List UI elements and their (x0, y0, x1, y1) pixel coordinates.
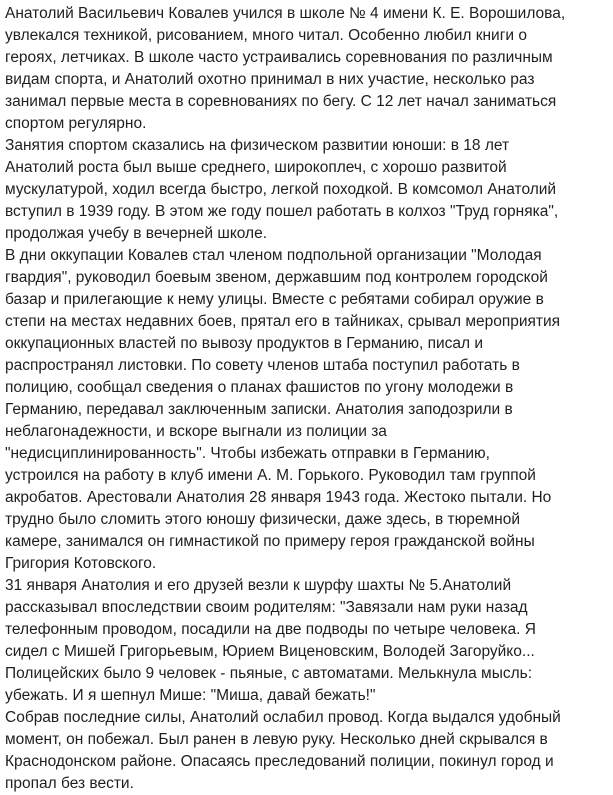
text-line: Полицейских было 9 человек - пьяные, с автоматами. Мелькнула мысль: (5, 665, 533, 682)
text-line: Германию, передавал заключенным записки. Анатолия заподозрили в (5, 401, 513, 418)
text-line: Краснодонском районе. Опасаясь преследований полиции, покинул город и (5, 753, 554, 770)
paragraph-occupation (5, 245, 605, 575)
text-line: телефонным проводом, посадили на две подводы по четыре человека. Я (5, 621, 536, 638)
paragraph-school (5, 3, 605, 135)
text-line: устроился на работу в клуб имени А. М. Горького. Руководил там группой (5, 467, 536, 484)
text-line: Собрав последние силы, Анатолий ослабил провод. Когда выдался удобный (5, 709, 561, 726)
text-line: спортом регулярно. (5, 115, 147, 132)
text-line: полицию, сообщал сведения о планах фашистов по угону молодежи в (5, 379, 514, 396)
text-line: камере, занимался он гимнастикой по примеру героя гражданской войны (5, 533, 535, 550)
paragraph-fate (5, 707, 605, 795)
text-line: неблагонадежности, и вскоре выгнали из полиции за (5, 423, 387, 440)
text-line: оккупационных властей по вывозу продуктов в Германию, писал и (5, 335, 484, 352)
text-line: гвардия", руководил боевым звеном, державшим под контролем городской (5, 269, 548, 286)
text-line: Григория Котовского. (5, 555, 157, 572)
text-line: степи на местах недавних боев, прятал его в тайниках, срывал мероприятия (5, 313, 561, 330)
text-line: базар и прилегающие к нему улицы. Вместе с ребятами собирал оружие в (5, 291, 544, 308)
text-line: акробатов. Арестовали Анатолия 28 января 1943 года. Жестоко пытали. Но (5, 489, 552, 506)
text-line: В дни оккупации Ковалев стал членом подпольной организации "Молодая (5, 247, 542, 264)
text-line: убежать. И я шепнул Мише: "Миша, давай бежать!" (5, 687, 376, 704)
document-body (5, 3, 605, 795)
text-line: сидел с Мишей Григорьевым, Юрием Виценовским, Володей Загоруйко... (5, 643, 535, 660)
text-line: распространял листовки. По совету членов штаба поступил работать в (5, 357, 520, 374)
text-line: мускулатурой, ходил всегда быстро, легкой походкой. В комсомол Анатолий (5, 181, 557, 198)
text-line: героях, летчиках. В школе часто устраивались соревнования по различным (5, 49, 553, 66)
paragraph-sport (5, 135, 605, 245)
text-line: Анатолий роста был выше среднего, широкоплеч, с хорошо развитой (5, 159, 507, 176)
text-line: Занятия спортом сказались на физическом развитии юноши: в 18 лет (5, 137, 510, 154)
text-line: рассказывал впоследствии своим родителям: "Завязали нам руки назад (5, 599, 528, 616)
text-line: момент, он побежал. Был ранен в левую руку. Несколько дней скрывался в (5, 731, 548, 748)
paragraph-escape (5, 575, 605, 707)
text-line: продолжая учебу в вечерней школе. (5, 225, 268, 242)
text-line: вступил в 1939 году. В этом же году пошел работать в колхоз "Труд горняка", (5, 203, 559, 220)
text-line: пропал без вести. (5, 775, 134, 792)
text-line: видам спорта, и Анатолий охотно принимал в них участие, несколько раз (5, 71, 535, 88)
text-line: занимал первые места в соревнованиях по бегу. С 12 лет начал заниматься (5, 93, 557, 110)
text-line: "недисциплинированность". Чтобы избежать отправки в Германию, (5, 445, 490, 462)
text-line: трудно было сломить этого юношу физически, даже здесь, в тюремной (5, 511, 521, 528)
text-line: увлекался техникой, рисованием, много читал. Особенно любил книги о (5, 27, 527, 44)
text-line: 31 января Анатолия и его друзей везли к шурфу шахты № 5.Анатолий (5, 577, 512, 594)
text-line: Анатолий Васильевич Ковалев учился в школе № 4 имени К. Е. Ворошилова, (5, 5, 566, 22)
